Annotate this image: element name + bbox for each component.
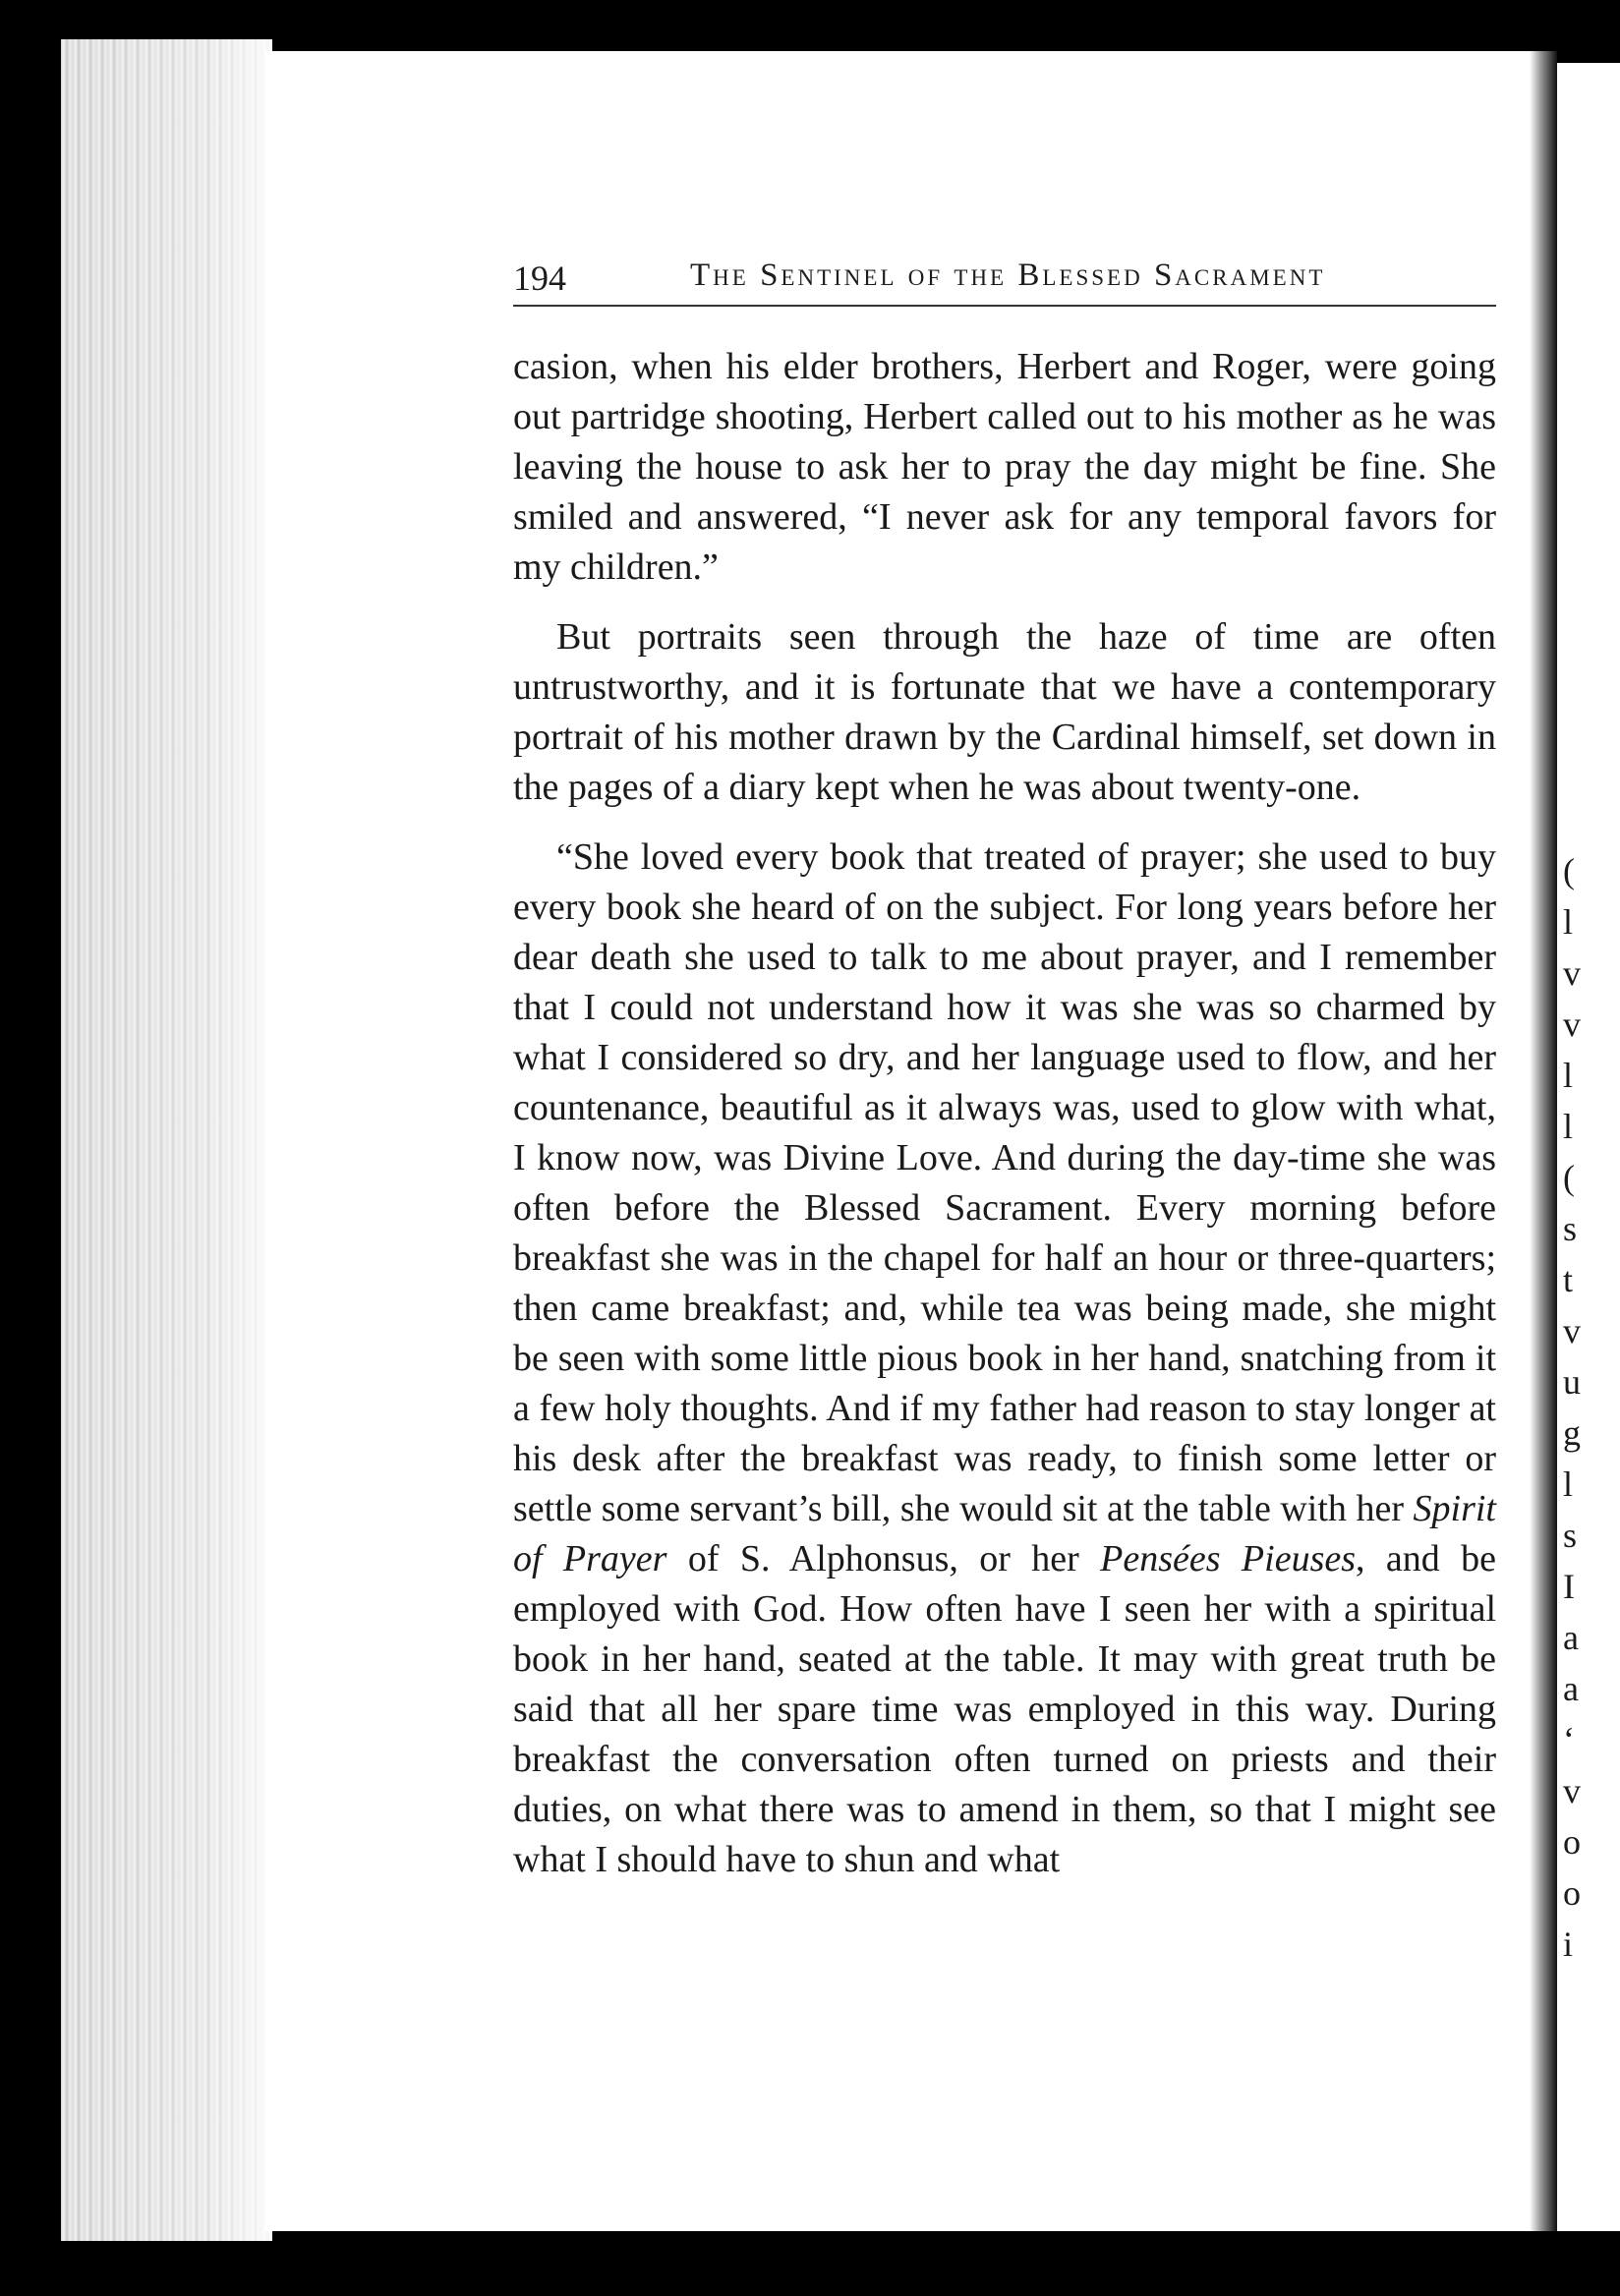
text-segment: of S. Alphonsus, or her xyxy=(666,1538,1101,1579)
text-segment: But portraits seen through the haze of time are often untrustworthy, and it is fortunate that we have a contemporary portrait of his mother drawn by the Cardinal himself, set down in the pages of a diary kept when he was about twenty-one. xyxy=(513,616,1496,808)
facing-page-letter: ( xyxy=(1563,851,1575,890)
facing-page-letter: u xyxy=(1563,1362,1581,1402)
book-title-italic: Pensées Pieuses xyxy=(1100,1538,1357,1579)
facing-page-letter: ‘ xyxy=(1563,1720,1575,1759)
facing-page-letter: v xyxy=(1563,1004,1581,1044)
facing-page-letter: ( xyxy=(1563,1158,1575,1197)
text-segment: casion, when his elder brothers, Herbert and Roger, were going out partridge shooting, Herbert called out to his mother as he was leaving the house to ask her to pray the day might be fine. She smiled and answered, “I never ask for any temporal favors for my children.” xyxy=(513,346,1496,588)
facing-page-letter: v xyxy=(1563,953,1581,993)
facing-page-letter: I xyxy=(1563,1567,1575,1606)
header-rule xyxy=(513,305,1496,307)
facing-page-letter: s xyxy=(1563,1209,1578,1248)
facing-page-letter: s xyxy=(1563,1516,1578,1555)
facing-page-letter: a xyxy=(1563,1618,1579,1657)
facing-page-letter: o xyxy=(1563,1873,1581,1913)
facing-page-letter: a xyxy=(1563,1669,1579,1708)
text-segment: , and be employed with God. How often have I seen her with a spiritual book in her hand, seated at the table. It may with great truth be said that all her spare time was employed in this way. During breakfast the conversation often turned on priests and their duties, on what there was to amend in them, so that I might see what I should have to shun and what xyxy=(513,1538,1497,1880)
book-title-italic: Spirit of Prayer xyxy=(513,1488,1496,1579)
facing-page-letter: v xyxy=(1563,1771,1581,1810)
running-title: The Sentinel of the Blessed Sacrament xyxy=(690,258,1326,293)
facing-page-letter: l xyxy=(1563,1107,1574,1146)
facing-page-letter: g xyxy=(1563,1413,1581,1453)
facing-page-letter: l xyxy=(1563,1464,1574,1504)
page-edge-shade xyxy=(61,39,272,2241)
paragraph xyxy=(513,342,1496,593)
facing-page-letter: t xyxy=(1563,1260,1574,1299)
paragraph xyxy=(513,612,1496,813)
running-head xyxy=(513,256,1496,307)
text-segment: “She loved every book that treated of prayer; she used to buy every book she heard of on the subject. For long years before her dear death she used to talk to me about prayer, and I remember that I could not understand how it was she was so charmed by what I considered so dry, and her language used to flow, and her countenance, beautiful as it always was, used to glow with what, I know now, was Divine Love. And during the day-time she was often before the Blessed Sacrament. Every morning before breakfast she was in the chapel for half an hour or three-quarters; then came breakfast; and, while tea was being made, she might be seen with some little pious book in her hand, snatching from it a few holy thoughts. And if my father had reason to stay longer at his desk after the breakfast was ready, to finish some letter or settle some servant’s bill, she would sit at the table with her xyxy=(513,836,1496,1529)
facing-page-letter: l xyxy=(1563,1056,1574,1095)
facing-page-letter: i xyxy=(1563,1924,1574,1964)
page-number: 194 xyxy=(513,258,566,298)
facing-page-letter: o xyxy=(1563,1822,1581,1862)
facing-page-letter: l xyxy=(1563,902,1574,942)
paragraph xyxy=(513,832,1496,1885)
body-text xyxy=(513,342,1496,1905)
facing-page-letter: v xyxy=(1563,1311,1581,1350)
facing-page-letters xyxy=(1563,845,1602,1970)
gutter-shadow xyxy=(1530,51,1557,2231)
